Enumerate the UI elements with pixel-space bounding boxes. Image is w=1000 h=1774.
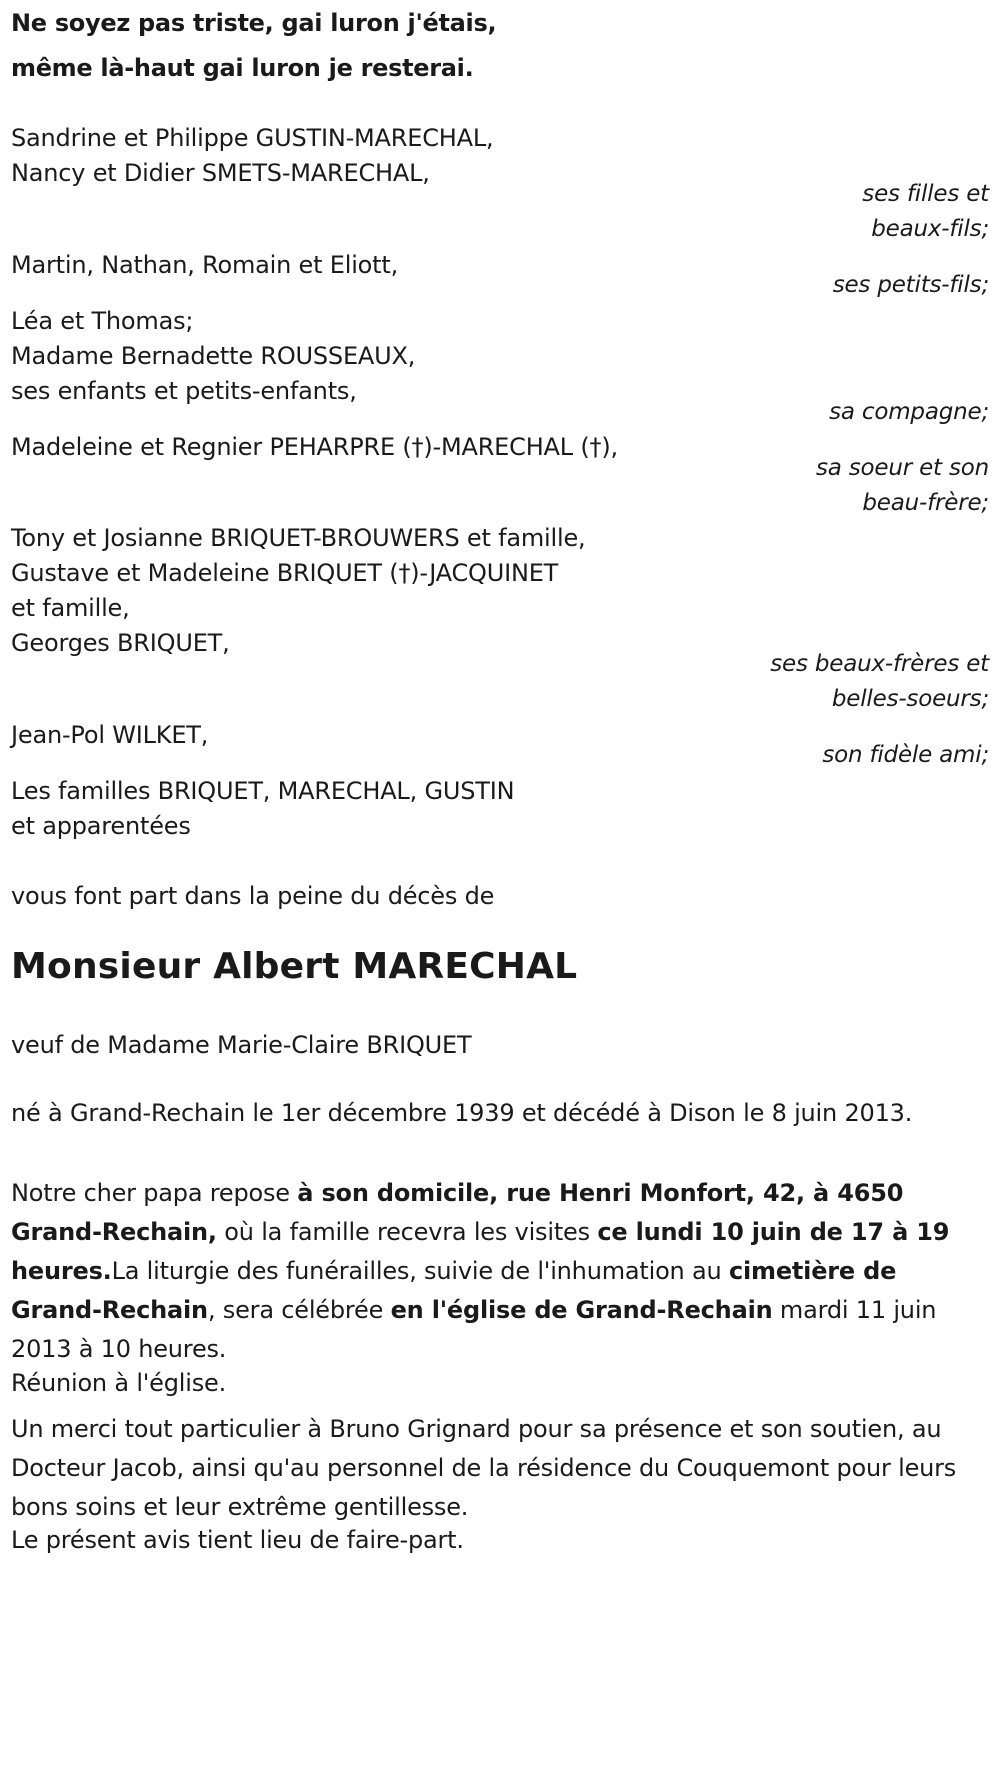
epigraph-line-1: Ne soyez pas triste, gai luron j'étais, [11,9,497,37]
funeral-text-5: mardi 11 juin 2013 à 10 heures. [11,1296,937,1363]
meeting-text: Réunion à l'église. [11,1369,227,1397]
family-sister-line-1: Madeleine et Regnier PEHARPRE (†)-MARECHAL (†), [11,433,618,461]
role-in-laws-line-2: belles-soeurs; [831,686,989,712]
family-friend-line-1: Jean-Pol WILKET, [11,721,209,749]
announcement-text: vous font part dans la peine du décès de [11,882,495,910]
deceased-name: Monsieur Albert MARECHAL [11,946,578,987]
family-grandsons-line-1: Martin, Nathan, Romain et Eliott, [11,251,398,279]
families-line-1: Les familles BRIQUET, MARECHAL, GUSTIN [11,777,515,805]
role-companion: sa compagne; [829,399,989,425]
family-companion-line-2: Madame Bernadette ROUSSEAUX, [11,342,416,370]
role-grandsons: ses petits-fils; [832,272,989,298]
thanks-text: Un merci tout particulier à Bruno Grignard pour sa présence et son soutien, au Docteur Jacob, ainsi qu'au personnel de la résidence du Couquemont pour leurs bons soins et leur extrême gentillesse. [11,1415,957,1521]
birth-death-text: né à Grand-Rechain le 1er décembre 1939 et décédé à Dison le 8 juin 2013. [11,1099,913,1127]
closing-text: Le présent avis tient lieu de faire-part. [11,1526,464,1554]
families-line-2: et apparentées [11,812,191,840]
funeral-text-1: Notre cher papa repose [11,1179,298,1207]
role-daughters-line-1: ses filles et [862,181,989,207]
funeral-visiting-hours: ce lundi 10 juin de 17 à 19 heures. [11,1218,950,1285]
role-in-laws-line-1: ses beaux-frères et [770,651,989,677]
funeral-home-address: à son domicile, rue Henri Monfort, 42, à 4650 Grand-Rechain, [11,1179,904,1246]
role-sister-line-2: beau-frère; [862,490,989,516]
widower-text: veuf de Madame Marie-Claire BRIQUET [11,1031,472,1059]
role-friend: son fidèle ami; [822,742,989,768]
funeral-church: en l'église de Grand-Rechain [390,1296,773,1324]
role-daughters-line-2: beaux-fils; [871,216,989,242]
family-in-laws-line-1: Tony et Josianne BRIQUET-BROUWERS et famille, [11,524,586,552]
family-in-laws-line-4: Georges BRIQUET, [11,629,230,657]
funeral-text-4: , sera célébrée [207,1296,391,1324]
funeral-text-3: La liturgie des funérailles, suivie de l'inhumation au [111,1257,729,1285]
family-daughters-line-1: Sandrine et Philippe GUSTIN-MARECHAL, [11,124,494,152]
family-companion-line-1: Léa et Thomas; [11,307,194,335]
family-in-laws-line-3: et famille, [11,594,130,622]
role-sister-line-1: sa soeur et son [815,455,989,481]
funeral-cemetery: cimetière de Grand-Rechain [11,1257,897,1324]
funeral-text-2: où la famille recevra les visites [216,1218,598,1246]
family-companion-line-3: ses enfants et petits-enfants, [11,377,357,405]
epigraph-line-2: même là-haut gai luron je resterai. [11,54,474,82]
funeral-details [11,1174,991,1369]
family-daughters-line-2: Nancy et Didier SMETS-MARECHAL, [11,159,430,187]
family-in-laws-line-2: Gustave et Madeleine BRIQUET (†)-JACQUINET [11,559,559,587]
